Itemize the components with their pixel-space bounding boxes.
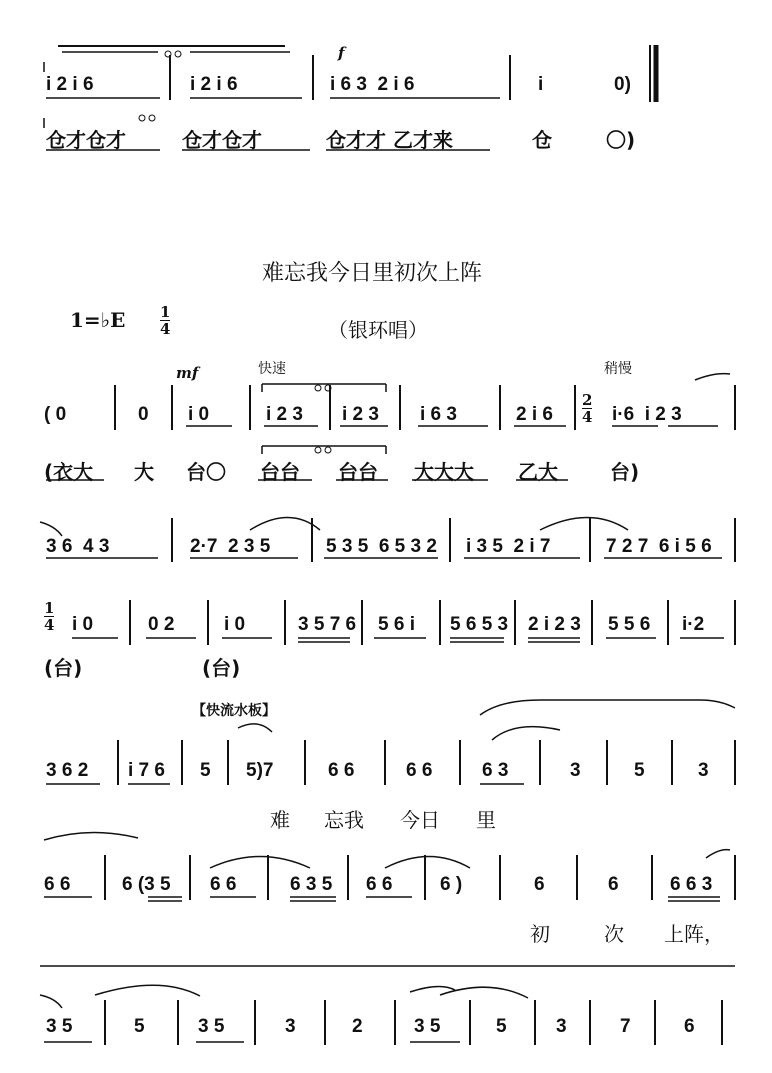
time-change: 1 4 [44, 599, 55, 634]
measure-note: 0 2 [148, 614, 175, 635]
measure-note: i·6 i 2 3 [612, 404, 682, 425]
measure-note: 2 i 2 3 [528, 614, 581, 635]
measure-note: 2 i 6 [516, 404, 553, 425]
time-signature: 1 4 [160, 303, 171, 338]
measure-note: 5)7 [246, 760, 274, 781]
percussion-syllables: (衣大 [44, 460, 94, 484]
measure-note: i 6 3 [420, 404, 457, 425]
lyric-text: 里 [476, 808, 496, 832]
measure-note: i 2 3 [266, 404, 303, 425]
measure-note: 5 [134, 1016, 145, 1037]
percussion-syllables: 乙大 [518, 460, 558, 484]
percussion-syllables: (台) [202, 656, 241, 680]
measure-note: 5 [200, 760, 211, 781]
measure-note: 6 6 [328, 760, 355, 781]
lyric-text: 忘我 [324, 808, 364, 832]
measure-note: 5 6 5 3 [450, 614, 509, 635]
percussion-syllables: 仓才仓才 [182, 128, 262, 152]
measure-note: 6 6 [210, 874, 237, 895]
lyric-text: 今日 [400, 808, 440, 832]
measure-note: 2·7 2 3 5 [190, 536, 271, 557]
measure-note: 5 6 i [378, 614, 415, 635]
time-change: 2 4 [582, 391, 593, 426]
measure-note: 7 2 7 6 i 5 6 [606, 536, 712, 557]
tempo-marking: 稍慢 [604, 361, 632, 377]
measure-note: i [538, 74, 544, 95]
measure-note: 6 6 3 [670, 874, 713, 895]
measure-note: 3 6 4 3 [46, 536, 110, 557]
measure-note: 2 [352, 1016, 363, 1037]
measure-note: 6 3 [482, 760, 509, 781]
measure-note: 3 [285, 1016, 296, 1037]
measure-note: i 2 i 6 [190, 74, 238, 95]
percussion-syllables: 仓才才 乙才来 [326, 128, 453, 152]
percussion-syllables: 大大大 [414, 460, 474, 484]
percussion-syllables: 〇) [606, 128, 636, 152]
measure-note: 3 5 [414, 1016, 441, 1037]
measure-note: 3 6 2 [46, 760, 89, 781]
measure-note: i 2 3 [342, 404, 379, 425]
measure-note: i 2 i 6 [46, 74, 94, 95]
measure-note: 0 [138, 404, 149, 425]
measure-note: 6 3 5 [290, 874, 333, 895]
measure-note: 6 [534, 874, 545, 895]
measure-note: 5 3 5 6 5 3 2 [326, 536, 437, 557]
measure-note: ( 0 [44, 404, 67, 425]
measure-note: i·2 [682, 614, 705, 635]
tempo-marking: 快速 [258, 361, 286, 377]
percussion-syllables: (台) [44, 656, 83, 680]
percussion-syllables: 台台 [260, 460, 300, 484]
percussion-syllables: 台〇 [186, 460, 226, 484]
lyric-text: 上阵， [664, 922, 724, 946]
measure-note: i 6 3 2 i 6 [330, 74, 415, 95]
measure-note: i 7 6 [128, 760, 165, 781]
measure-note: 3 5 [198, 1016, 225, 1037]
measure-note: 5 5 6 [608, 614, 651, 635]
measure-note: 6 ) [440, 874, 463, 895]
dynamic-mark: f [338, 44, 345, 62]
lyric-text: 难 [270, 808, 290, 832]
measure-note: 6 (3 5 [122, 874, 171, 895]
dynamic-mark: mf [176, 364, 199, 382]
percussion-syllables: 台) [610, 460, 640, 484]
measure-note: 3 [556, 1016, 567, 1037]
measure-note: 6 6 [406, 760, 433, 781]
percussion-syllables: 仓 [532, 128, 552, 152]
measure-note: 0) [614, 74, 631, 95]
lyric-text: 初 [530, 922, 550, 946]
song-title: 难忘我今日里初次上阵 [262, 261, 483, 286]
measure-note: i 0 [224, 614, 246, 635]
percussion-syllables: 仓才仓才 [46, 128, 126, 152]
measure-note: 6 [608, 874, 619, 895]
lyric-text: 次 [604, 922, 624, 946]
measure-note: 3 5 7 6 [298, 614, 357, 635]
measure-note: 6 6 [366, 874, 393, 895]
section-label: 【快流水板】 [192, 703, 276, 719]
measure-note: 3 5 [46, 1016, 73, 1037]
key-signature: 1=♭E [70, 308, 126, 332]
measure-note: 5 [634, 760, 645, 781]
measure-note: i 0 [72, 614, 94, 635]
measure-note: 3 [570, 760, 581, 781]
measure-note: 6 [684, 1016, 695, 1037]
percussion-syllables: 大 [134, 460, 154, 484]
measure-note: i 0 [188, 404, 210, 425]
measure-note: 6 6 [44, 874, 71, 895]
singer-label: （银环唱） [328, 318, 428, 342]
measure-note: 5 [496, 1016, 507, 1037]
measure-note: i 3 5 2 i 7 [466, 536, 551, 557]
measure-note: 7 [620, 1016, 631, 1037]
percussion-syllables: 台台 [338, 460, 378, 484]
measure-note: 3 [698, 760, 709, 781]
